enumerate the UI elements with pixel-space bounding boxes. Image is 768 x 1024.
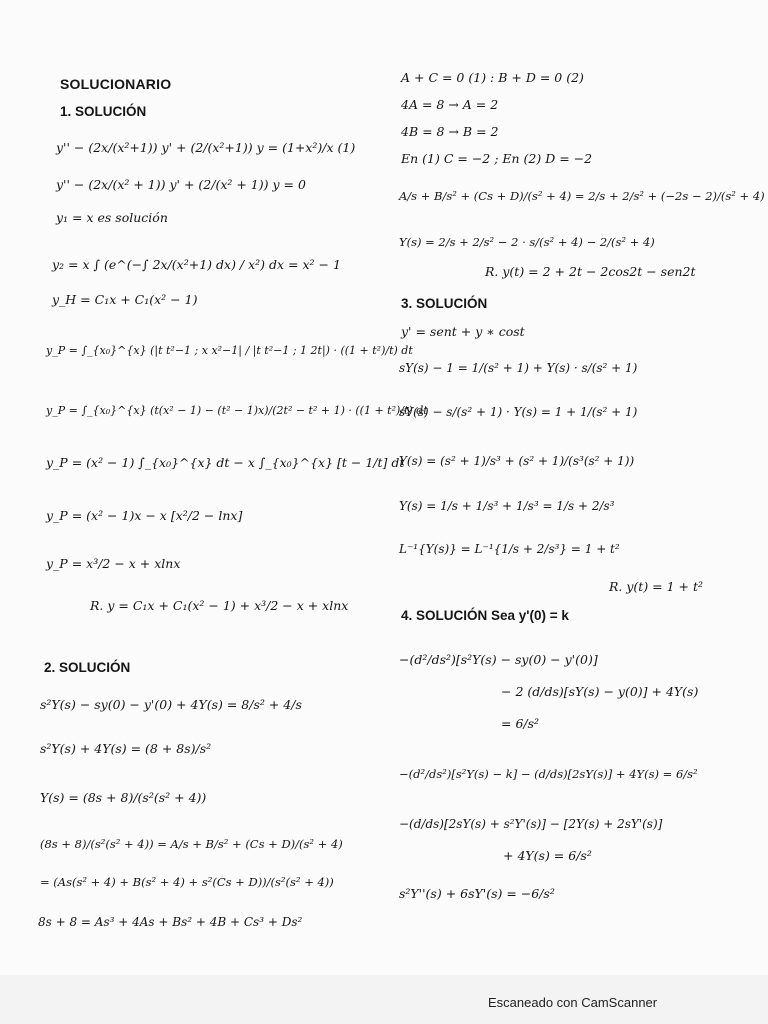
equation: y_P = ∫_{x₀}^{x} (|t t²−1 ; x x²−1| / |t t²−1 ; 1 2t|) · ((1 + t²)/t) dt [46,344,413,357]
equation: y_P = ∫_{x₀}^{x} (t(x² − 1) − (t² − 1)x)/(2t² − t² + 1) · ((1 + t²)/t) dt [46,404,428,417]
equation: y' = sent + y ∗ cost [401,324,525,339]
equation: Y(s) = 2/s + 2/s² − 2 · s/(s² + 4) − 2/(s² + 4) [399,235,655,249]
equation: = (As(s² + 4) + B(s² + 4) + s²(Cs + D))/(s²(s² + 4)) [40,875,334,889]
equation: 4A = 8 → A = 2 [401,97,499,112]
equation: + 4Y(s) = 6/s² [503,848,592,863]
equation: y_P = (x² − 1)x − x [x²/2 − lnx] [46,508,243,523]
equation: y₁ = x es solución [56,210,168,225]
equation: sY(s) − s/(s² + 1) · Y(s) = 1 + 1/(s² + 1) [399,405,638,419]
section-1-heading: 1. SOLUCIÓN [60,104,147,119]
equation: Y(s) = 1/s + 1/s³ + 1/s³ = 1/s + 2/s³ [399,499,615,513]
equation: A/s + B/s² + (Cs + D)/(s² + 4) = 2/s + 2/s² + (−2s − 2)/(s² + 4) [399,189,765,203]
equation: − 2 (d/ds)[sY(s) − y(0)] + 4Y(s) [501,684,699,699]
equation: (8s + 8)/(s²(s² + 4)) = A/s + B/s² + (Cs + D)/(s² + 4) [40,837,343,851]
equation: y_P = (x² − 1) ∫_{x₀}^{x} dt − x ∫_{x₀}^{x} [t − 1/t] dt [46,455,405,470]
equation: y_P = x³/2 − x + xlnx [46,556,181,571]
equation: −(d²/ds²)[s²Y(s) − k] − (d/ds)[2sY(s)] + 4Y(s) = 6/s² [399,767,698,781]
answer: R. y(t) = 1 + t² [609,579,704,594]
equation: = 6/s² [501,716,540,731]
equation: Y(s) = (s² + 1)/s³ + (s² + 1)/(s³(s² + 1)) [399,454,635,468]
equation: −(d²/ds²)[s²Y(s) − sy(0) − y'(0)] [399,652,598,667]
equation: A + C = 0 (1) : B + D = 0 (2) [401,70,584,85]
scanner-watermark: Escaneado con CamScanner [488,995,658,1010]
equation: 8s + 8 = As³ + 4As + Bs² + 4B + Cs³ + Ds² [38,915,303,929]
equation: s²Y''(s) + 6sY'(s) = −6/s² [399,886,555,901]
answer: R. y(t) = 2 + 2t − 2cos2t − sen2t [485,264,696,279]
equation: En (1) C = −2 ; En (2) D = −2 [401,151,593,166]
equation: sY(s) − 1 = 1/(s² + 1) + Y(s) · s/(s² + 1) [399,361,638,375]
page-title: SOLUCIONARIO [60,76,172,92]
equation: s²Y(s) − sy(0) − y'(0) + 4Y(s) = 8/s² + 4/s [40,697,302,712]
equation: L⁻¹{Y(s)} = L⁻¹{1/s + 2/s³} = 1 + t² [399,542,620,556]
answer: R. y = C₁x + C₁(x² − 1) + x³/2 − x + xlnx [90,598,349,613]
equation: −(d/ds)[2sY(s) + s²Y'(s)] − [2Y(s) + 2sY'(s)] [399,817,663,831]
equation: Y(s) = (8s + 8)/(s²(s² + 4)) [40,790,207,805]
equation: s²Y(s) + 4Y(s) = (8 + 8s)/s² [40,741,212,756]
equation: y₂ = x ∫ (e^(−∫ 2x/(x²+1) dx) / x²) dx = x² − 1 [52,257,341,272]
section-4-heading: 4. SOLUCIÓN Sea y'(0) = k [401,608,569,623]
equation: 4B = 8 → B = 2 [401,124,499,139]
equation: y'' − (2x/(x² + 1)) y' + (2/(x² + 1)) y = 0 [56,177,306,192]
section-2-heading: 2. SOLUCIÓN [44,660,131,675]
equation: y'' − (2x/(x²+1)) y' + (2/(x²+1)) y = (1+x²)/x (1) [56,140,356,155]
section-3-heading: 3. SOLUCIÓN [401,296,488,311]
equation: y_H = C₁x + C₁(x² − 1) [52,292,198,307]
